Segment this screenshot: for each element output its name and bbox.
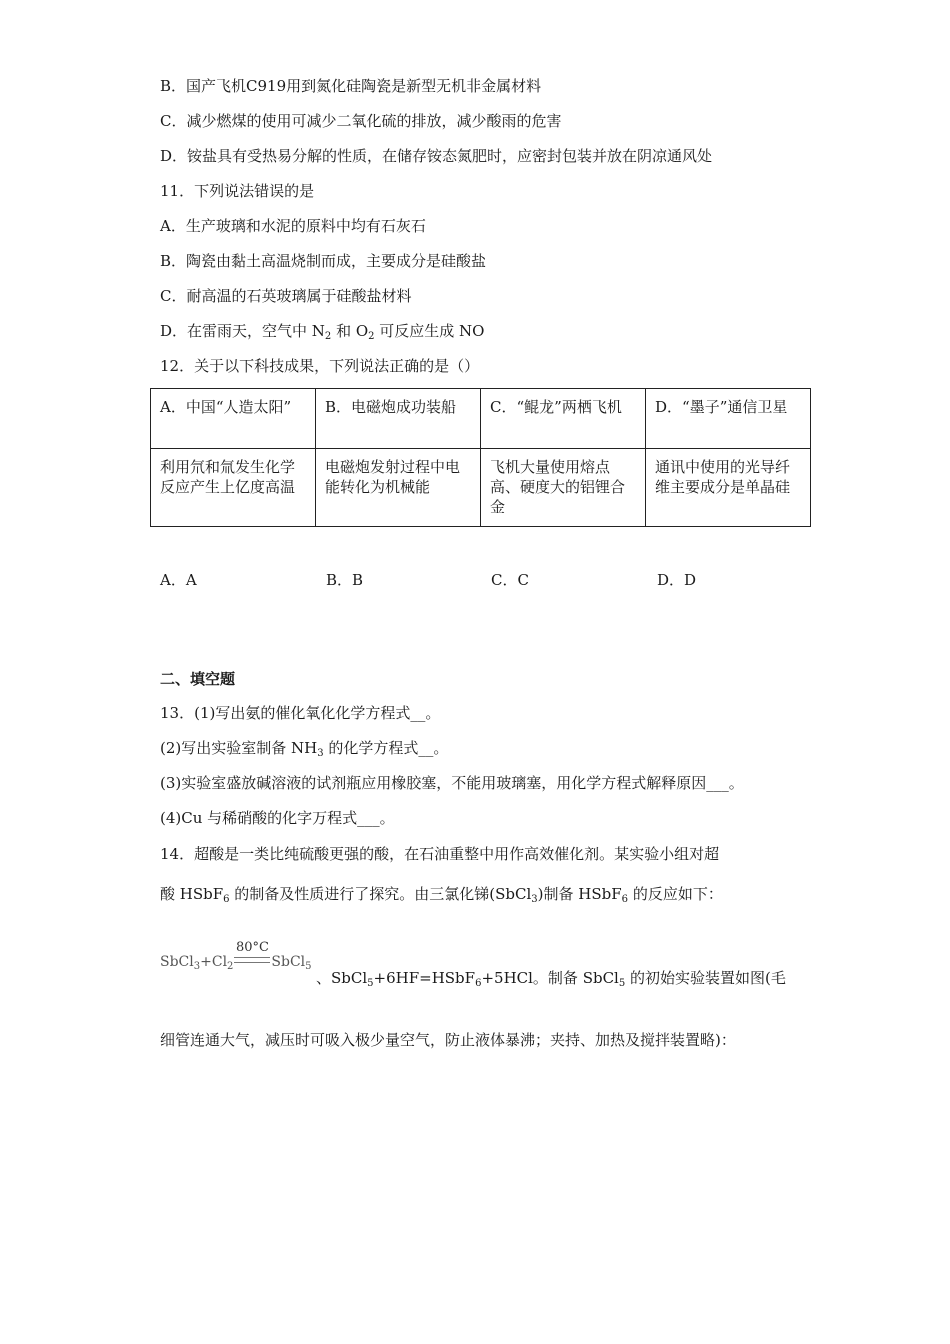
q13-part-1: 13．(1)写出氨的催化氧化化学方程式__。 — [160, 704, 441, 722]
table-cell: 飞机大量使用熔点高、硬度大的铝锂合金 — [481, 449, 646, 527]
q13-text: (2)写出实验室制备 NH — [160, 739, 318, 757]
table-header-row — [151, 389, 811, 449]
subscript: 6 — [475, 978, 482, 989]
q14-text: +6HF=HSbF — [373, 969, 476, 987]
q11-d-text: 可反应生成 NO — [374, 322, 485, 340]
q12-table — [150, 388, 811, 527]
q11-d-text: 和 O — [331, 322, 369, 340]
q10-option-c: C．减少燃煤的使用可减少二氧化硫的排放，减少酸雨的危害 — [160, 112, 562, 130]
q12-stem: 12．关于以下科技成果，下列说法正确的是（） — [160, 357, 480, 375]
q13-text: 的化学方程式__。 — [323, 739, 449, 757]
q14-line-1: 14．超酸是一类比纯硫酸更强的酸，在石油重整中用作高效催化剂。某实验小组对超 — [160, 845, 720, 863]
subscript: 6 — [621, 894, 629, 905]
table-cell: B．电磁炮成功装船 — [316, 389, 481, 449]
subscript: 2 — [368, 331, 375, 342]
q12-answer-d: D．D — [657, 571, 697, 589]
q12-answer-c: C．C — [491, 571, 529, 589]
q11-option-d — [160, 321, 484, 341]
q14-text: 的初始实验装置如图(毛 — [625, 969, 786, 987]
q10-option-b: B．国产飞机C919用到氮化硅陶瓷是新型无机非金属材料 — [160, 77, 542, 95]
formula-part: +Cl — [200, 954, 228, 970]
q14-text: 酸 HSbF — [160, 885, 224, 903]
subscript: 3 — [317, 748, 324, 759]
q11-d-text: D．在雷雨天，空气中 N — [160, 322, 325, 340]
table-cell: 电磁炮发射过程中电能转化为机械能 — [316, 449, 481, 527]
q11-option-c: C．耐高温的石英玻璃属于硅酸盐材料 — [160, 287, 412, 305]
q11-stem: 11．下列说法错误的是 — [160, 182, 315, 200]
section-title: 二、填空题 — [160, 670, 236, 688]
subscript: 3 — [193, 961, 201, 972]
subscript: 3 — [531, 894, 538, 905]
q14-line-4: 细管连通大气，减压时可吸入极少量空气，防止液体暴沸；夹持、加热及搅拌装置略)： — [160, 1031, 736, 1049]
q12-answer-b: B．B — [326, 571, 364, 589]
q14-text: )制备 HSbF — [537, 885, 622, 903]
table-cell: C．“鲲龙”两栖飞机 — [481, 389, 646, 449]
reaction-condition: 80°C — [236, 940, 269, 955]
q14-text: 、SbCl — [316, 969, 368, 987]
q14-text: 的制备及性质进行了探究。由三氯化锑(SbCl — [229, 885, 532, 903]
q11-option-b: B．陶瓷由黏土高温烧制而成，主要成分是硅酸盐 — [160, 252, 487, 270]
q14-text: +5HCl。制备 SbCl — [481, 969, 619, 987]
table-cell: 通讯中使用的光导纤维主要成分是单晶硅 — [646, 449, 811, 527]
equation-text — [160, 954, 312, 970]
q13-part-3: (3)实验室盛放碱溶液的试剂瓶应用橡胶塞，不能用玻璃塞，用化学方程式解释原因___。 — [160, 774, 744, 792]
subscript: 5 — [305, 961, 312, 972]
subscript: 5 — [367, 978, 374, 989]
q11-option-a: A．生产玻璃和水泥的原料中均有石灰石 — [160, 217, 426, 235]
table-row — [151, 449, 811, 527]
formula-part: SbCl — [160, 954, 194, 970]
q12-answer-a: A．A — [160, 571, 197, 589]
subscript: 6 — [223, 894, 230, 905]
q14-line-3 — [316, 968, 786, 988]
formula-part: SbCl — [271, 954, 306, 970]
q10-option-d: D．铵盐具有受热易分解的性质，在储存铵态氮肥时，应密封包装并放在阴凉通风处 — [160, 147, 713, 165]
q14-text: 的反应如下： — [628, 885, 723, 903]
table-cell: D．“墨子”通信卫星 — [646, 389, 811, 449]
table-cell: A．中国“人造太阳” — [151, 389, 316, 449]
table-cell: 利用氘和氚发生化学反应产生上亿度高温 — [151, 449, 316, 527]
subscript: 5 — [618, 978, 626, 989]
subscript: 2 — [324, 331, 332, 342]
q13-part-2 — [160, 738, 448, 758]
q13-part-4: (4)Cu 与稀硝酸的化字万程式___。 — [160, 809, 395, 827]
q14-line-2 — [160, 884, 723, 904]
reaction-equation — [160, 940, 320, 980]
subscript: 2 — [227, 961, 234, 972]
